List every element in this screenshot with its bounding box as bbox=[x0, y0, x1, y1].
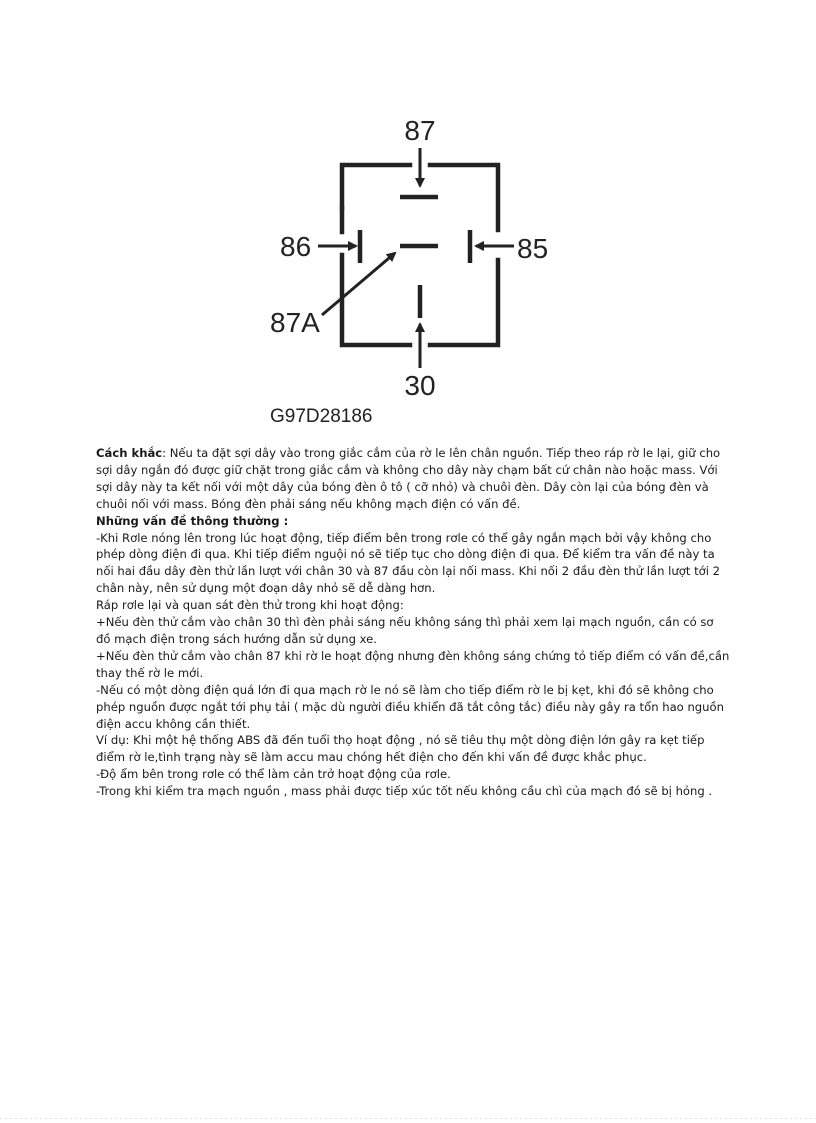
label-85: 85 bbox=[517, 233, 549, 264]
paragraph-line: sợi dây ngắn đó được giữ chặt trong giắc cắm và không cho dây này chạm bất cứ chân nào hoặc mass. Với bbox=[96, 462, 718, 477]
paragraph-line: -Độ ẩm bên trong rơle có thể làm cản trở hoạt động của rơle. bbox=[96, 767, 451, 782]
paragraph-line: điện accu không cần thiết. bbox=[96, 716, 251, 731]
paragraph-line: +Nếu đèn thử cắm vào chân 30 thì đèn phải sáng nếu không sáng thì phải xem lại mạch nguồn, cần có sơ bbox=[96, 615, 714, 630]
article-body bbox=[96, 445, 730, 800]
paragraph-line: phép dòng điện đi qua. Khi tiếp điểm nguội nó sẽ tiếp tục cho dòng điện đi qua. Để kiểm tra vấn đề này ta bbox=[96, 547, 715, 562]
label-87: 87 bbox=[404, 115, 436, 146]
paragraph-line: chân này, nên sử dụng một đoạn dây nhỏ sẽ dễ dàng hơn. bbox=[96, 581, 436, 596]
label-87a: 87A bbox=[270, 307, 320, 338]
paragraph-line: đồ mạch điện trong sách hướng dẫn sử dụng xe. bbox=[96, 631, 377, 646]
paragraph-line: thay thế rờ le mới. bbox=[96, 665, 204, 680]
paragraph-line: chuôi nối với mass. Bóng đèn phải sáng nếu không mạch điện có vấn đề. bbox=[96, 496, 521, 511]
section-heading: Cách khắc bbox=[96, 446, 163, 460]
paragraph-line: Ráp rơle lại và quan sát đèn thử trong khi hoạt động: bbox=[96, 598, 404, 613]
paragraph-line: phép nguồn được ngắt tới phụ tải ( mặc dù người điều khiển đã tắt công tắc) điều này gây ra tổn hao nguồn bbox=[96, 699, 724, 714]
page-footer-divider bbox=[0, 1118, 816, 1119]
label-30: 30 bbox=[404, 370, 436, 401]
section-heading: Những vấn đề thông thường : bbox=[96, 513, 289, 528]
paragraph-line: nối hai đầu dây đèn thử lần lượt với chân 30 và 87 đầu còn lại nối mass. Khi nối 2 đầu đèn thử lần lượt tới 2 bbox=[96, 564, 720, 579]
paragraph-line: Cách khắc: Nếu ta đặt sợi dây vào trong giắc cắm của rờ le lên chân nguồn. Tiếp theo ráp rờ le lại, giữ cho bbox=[96, 446, 721, 460]
paragraph-line: Ví dụ: Khi một hệ thống ABS đã đến tuổi thọ hoạt động , nó sẽ tiêu thụ một dòng điện lớn gây ra kẹt tiếp bbox=[96, 733, 705, 748]
paragraph-line: -Trong khi kiểm tra mạch nguồn , mass phải được tiếp xúc tốt nếu không cầu chì của mạch đó sẽ bị hỏng . bbox=[96, 784, 713, 799]
paragraph-line: sợi dây này ta kết nối với một dây của bóng đèn ô tô ( cỡ nhỏ) và chuôi đèn. Dây còn lại của bóng đèn và bbox=[96, 479, 709, 494]
paragraph-line: điểm rờ le,tình trạng này sẽ làm accu mau chóng hết điện cho đến khi vấn đề được khắc phục. bbox=[96, 750, 647, 765]
paragraph-line: +Nếu đèn thử cắm vào chân 87 khi rờ le hoạt động nhưng đèn không sáng chứng tỏ tiếp điểm có vấn đề,cần bbox=[96, 648, 730, 663]
figure-code: G97D28186 bbox=[270, 406, 373, 427]
relay-pinout-diagram bbox=[250, 100, 570, 440]
label-86: 86 bbox=[280, 231, 312, 262]
paragraph-line: -Khi Rơle nóng lên trong lúc hoạt động, tiếp điểm bên trong rơle có thể gây ngắn mạch bởi vậy không cho bbox=[96, 530, 712, 545]
paragraph-line: -Nếu có một dòng điện quá lớn đi qua mạch rờ le nó sẽ làm cho tiếp điểm rờ le bị kẹt, khi đó sẽ không cho bbox=[96, 682, 714, 697]
